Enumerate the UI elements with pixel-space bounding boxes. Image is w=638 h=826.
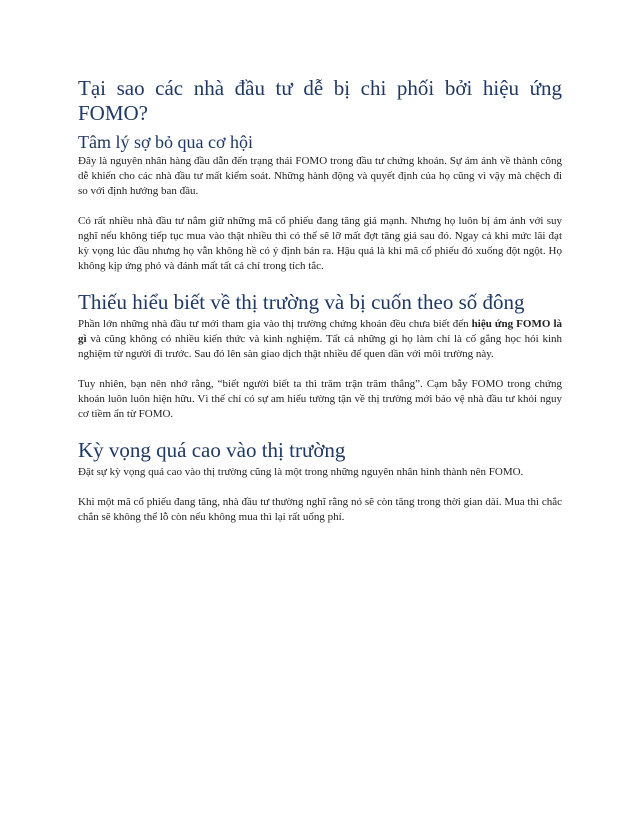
section-2-paragraph-1-bold: hiệu ứng FOMO là gì [78, 318, 562, 345]
document-title: Tại sao các nhà đầu tư dễ bị chi phối bởi hiệu ứng FOMO? [78, 76, 562, 125]
section-1-paragraph-2: Có rất nhiều nhà đầu tư nắm giữ những mã cổ phiếu đang tăng giá mạnh. Nhưng họ luôn bị ám ảnh với suy nghĩ nếu không tiếp tục mua vào thật nhiều thì có thể sẽ lỡ mất đợt tăng giá sau đó. Ngay cả khi mức lãi đạt kỳ vọng lúc đầu nhưng họ vẫn không hề có ý định bán ra. Hậu quả là khi mã cổ phiếu đó xuống đột ngột. Họ không kịp ứng phó và đánh mất tất cả chỉ trong tích tắc. [78, 215, 562, 272]
section-1-paragraph-1: Đây là nguyên nhân hàng đầu dẫn đến trạng thái FOMO trong đầu tư chứng khoán. Sự ám ảnh về thành công dễ khiến cho các nhà đầu tư mất kiểm soát. Những hành động và quyết định của họ cũng vì vậy mà chệch đi so với định hướng ban đầu. [78, 155, 562, 197]
section-heading-fear-of-missing-out: Tâm lý sợ bỏ qua cơ hội [78, 132, 254, 152]
section-heading-high-expectations: Kỳ vọng quá cao vào thị trường [78, 438, 346, 462]
section-2-paragraph-2: Tuy nhiên, bạn nên nhớ rằng, “biết người biết ta thì trăm trận trăm thắng”. Cạm bẫy FOMO trong chứng khoán luôn luôn hiện hữu. Vì thế chỉ có sự am hiểu tường tận về thị trường mới bảo vệ nhà đầu tư khỏi nguy cơ tiềm ẩn từ FOMO. [78, 378, 562, 420]
section-heading-lack-of-knowledge: Thiếu hiểu biết về thị trường và bị cuốn theo số đông [78, 290, 525, 314]
section-2-paragraph-1-end: và cũng không có nhiều kiến thức và kinh nghiệm. Tất cả những gì họ làm chỉ là cố gắng học hỏi kinh nghiệm từ người đi trước. Sau đó lên sàn giao dịch thật nhiều để quen dần với môi trường này. [78, 333, 562, 360]
document-page [78, 76, 562, 540]
section-2-paragraph-1 [78, 317, 562, 362]
section-3-paragraph-2: Khi một mã cổ phiếu đang tăng, nhà đầu tư thường nghĩ rằng nó sẽ còn tăng trong thời gian dài. Mua thì chắc chắn sẽ không thể lỗ còn nếu không mua thì lại rất uổng phí. [78, 496, 562, 523]
section-2-paragraph-1-start: Phần lớn những nhà đầu tư mới tham gia vào thị trường chứng khoán đều chưa biết đến [78, 318, 472, 330]
section-3-paragraph-1: Đặt sự kỳ vọng quá cao vào thị trường cũng là một trong những nguyên nhân hình thành nên FOMO. [78, 466, 524, 478]
